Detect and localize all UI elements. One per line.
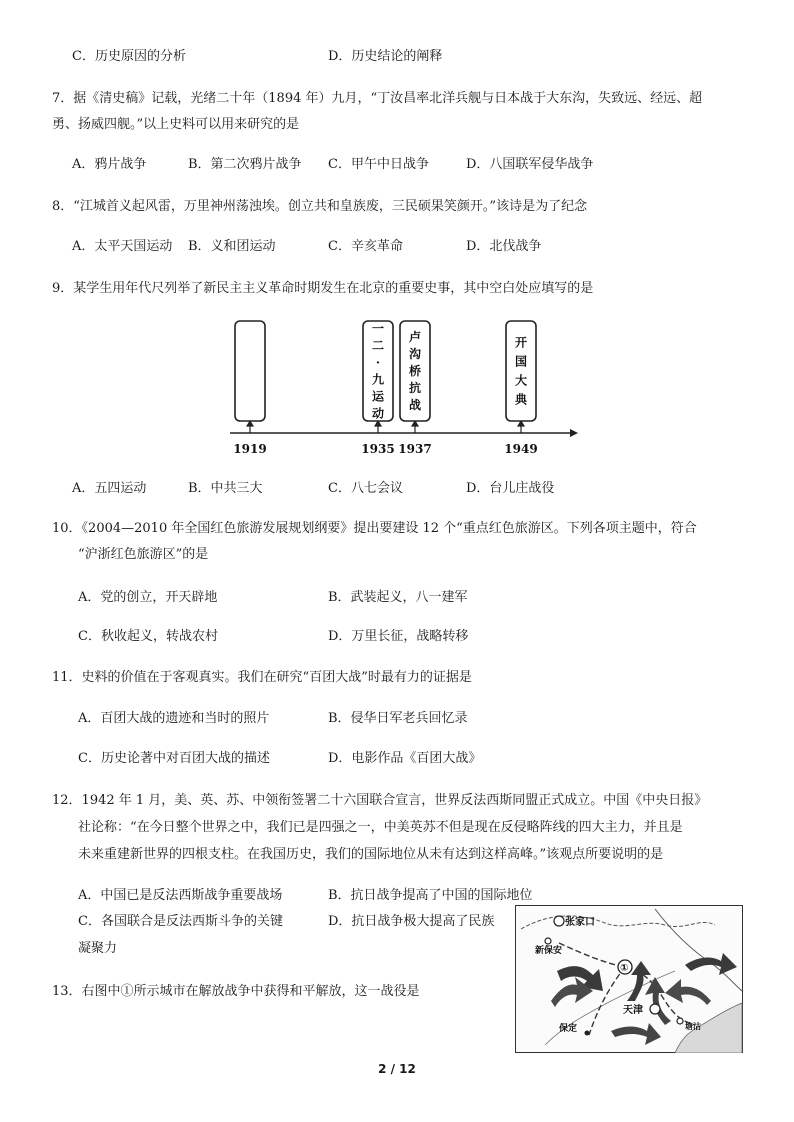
q7-option-b: B．第二次鸦片战争 xyxy=(188,157,302,172)
q7-stem-line1: 7．据《清史稿》记载，光绪二十年（1894 年）九月，“丁汝昌率北洋兵舰与日本战于大东沟，失致远、经远、超 xyxy=(52,91,703,106)
q11-option-c: C．历史论著中对百团大战的描述 xyxy=(78,751,270,766)
q9-option-c: C．八七会议 xyxy=(328,481,403,496)
map-label-tanggu: 塘沽 xyxy=(685,1022,701,1031)
q10-stem-line2: “沪浙红色旅游区”的是 xyxy=(78,547,209,562)
q11-option-b: B．侵华日军老兵回忆录 xyxy=(328,711,468,726)
q13-campaign-map xyxy=(515,905,743,1053)
q8-option-c: C．辛亥革命 xyxy=(328,239,403,254)
q12-stem-line2: 社论称：“在今日整个世界之中，我们已是四强之一，中美英苏不但是现在反侵略阵线的四大主力，并且是 xyxy=(78,820,683,835)
q12-option-a: A．中国已是反法西斯战争重要战场 xyxy=(78,888,283,903)
q12-option-d-continued: 凝聚力 xyxy=(78,941,118,956)
map-label-xinbaoan: 新保安 xyxy=(535,946,563,956)
q7-option-d: D．八国联军侵华战争 xyxy=(466,157,594,172)
q7-option-a: A．鸦片战争 xyxy=(72,157,147,172)
q6-option-d: D．历史结论的阐释 xyxy=(328,49,443,64)
q9-event-box-blank xyxy=(235,321,265,421)
q12-option-b: B．抗日战争提高了中国的国际地位 xyxy=(328,888,533,903)
q10-option-c: C．秋收起义，转战农村 xyxy=(78,629,218,644)
q10-option-a: A．党的创立，开天辟地 xyxy=(78,590,218,605)
q10-stem-line1: 10．《2004—2010 年全国红色旅游发展规划纲要》提出要建设 12 个“重点红色旅游区。下列各项主题中，符合 xyxy=(52,521,697,536)
q10-option-d: D．万里长征，战略转移 xyxy=(328,629,469,644)
q12-option-c: C．各国联合是反法西斯斗争的关键 xyxy=(78,914,283,929)
q9-option-b: B．中共三大 xyxy=(188,481,263,496)
q8-option-d: D．北伐战争 xyxy=(466,239,542,254)
q9-year-1937: 1937 xyxy=(398,442,432,456)
q9-year-1949: 1949 xyxy=(504,442,538,456)
q9-event-text-2: 卢沟桥抗战 xyxy=(408,330,422,412)
q9-option-d: D．台儿庄战役 xyxy=(466,481,555,496)
map-label-circled-1: ① xyxy=(620,963,629,974)
page-number: 2 / 12 xyxy=(378,1062,416,1076)
q11-option-a: A．百团大战的遗迹和当时的照片 xyxy=(78,711,270,726)
q12-stem-line3: 未来重建新世界的四根支柱。在我国历史，我们的国际地位从未有达到这样高峰。”该观点所要说明的是 xyxy=(78,847,664,862)
q10-option-b: B．武装起义，八一建军 xyxy=(328,590,468,605)
q12-stem-line1: 12．1942 年 1 月，美、英、苏、中领衔签署二十六国联合宣言，世界反法西斯同盟正式成立。中国《中央日报》 xyxy=(52,793,708,808)
q11-stem: 11．史料的价值在于客观真实。我们在研究“百团大战”时最有力的证据是 xyxy=(52,670,472,685)
q9-event-text-3: 开国大典 xyxy=(514,335,528,407)
q9-event-text-1: 一二·九运动 xyxy=(371,321,385,421)
map-label-tianjin: 天津 xyxy=(623,1005,643,1016)
q9-stem: 9．某学生用年代尺列举了新民主主义革命时期发生在北京的重要史事，其中空白处应填写的是 xyxy=(52,281,594,296)
map-label-baoding: 保定 xyxy=(559,1024,578,1034)
q9-year-1935: 1935 xyxy=(361,442,395,456)
q12-option-d: D．抗日战争极大提高了民族 xyxy=(328,914,495,929)
q13-stem: 13．右图中①所示城市在解放战争中获得和平解放，这一战役是 xyxy=(52,984,420,999)
q8-stem: 8．“江城首义起风雷，万里神州荡浊埃。创立共和皇族废，三民硕果笑颜开。”该诗是为了纪念 xyxy=(52,199,588,214)
q9-option-a: A．五四运动 xyxy=(72,481,147,496)
map-label-zhangjiakou: 张家口 xyxy=(565,917,595,928)
q8-option-a: A．太平天国运动 xyxy=(72,239,173,254)
q7-option-c: C．甲午中日战争 xyxy=(328,157,429,172)
q8-option-b: B．义和团运动 xyxy=(188,239,276,254)
q11-option-d: D．电影作品《百团大战》 xyxy=(328,751,482,766)
q7-stem-line2: 勇、扬威四舰。”以上史料可以用来研究的是 xyxy=(52,117,300,132)
q9-timeline xyxy=(225,315,585,460)
q9-year-1919: 1919 xyxy=(233,442,267,456)
q6-option-c: C．历史原因的分析 xyxy=(72,49,186,64)
